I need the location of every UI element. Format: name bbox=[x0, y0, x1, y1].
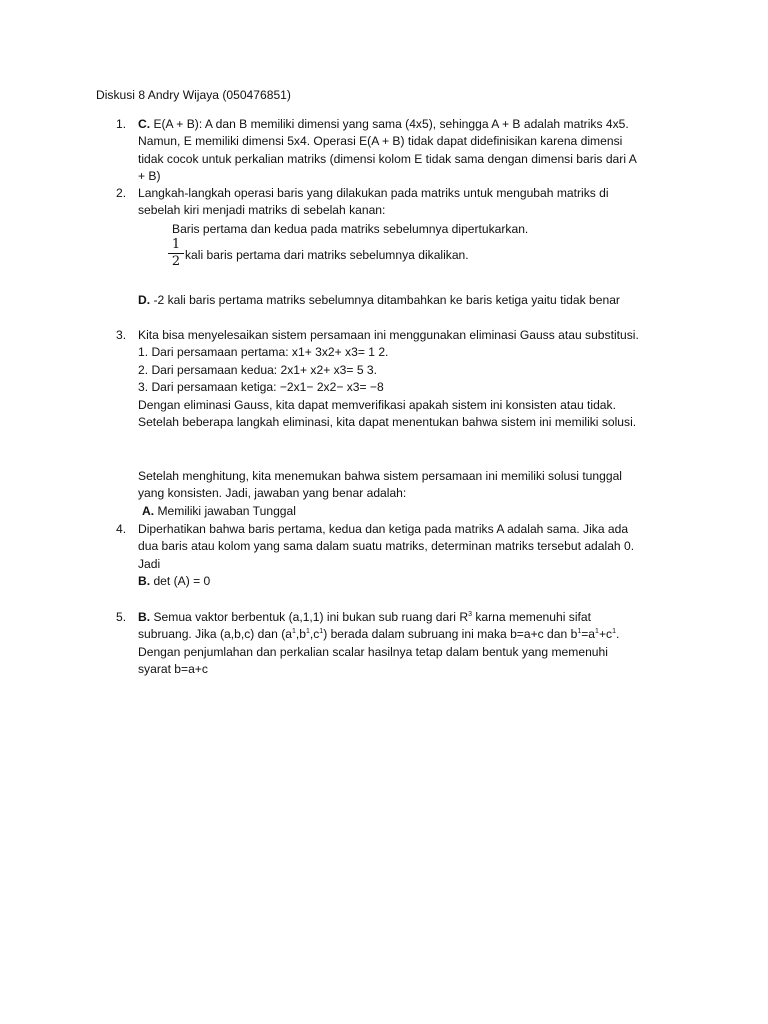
text-line: dua baris atau kolom yang sama dalam suatu matriks, determinan matriks tersebut adalah 0. bbox=[138, 539, 635, 554]
step-row-scale: kali baris pertama dari matriks sebelumnya dikalikan. bbox=[185, 248, 469, 262]
text-line: B. Semua vaktor berbentuk (a,1,1) ini bukan sub ruang dari $R^3$ karna memenuhi sifat bbox=[138, 610, 591, 624]
text-line: 1. Dari persamaan pertama: x1+ 3x2+ x3= 1 2. bbox=[138, 345, 389, 360]
text-line: syarat b=a+c bbox=[138, 662, 208, 677]
text-line: + B) bbox=[138, 169, 161, 184]
text-line: yang konsisten. Jadi, jawaban yang benar adalah: bbox=[138, 486, 407, 501]
answer-item-4 bbox=[138, 521, 680, 591]
item-number: 3. bbox=[116, 328, 127, 342]
step-row-swap: Baris pertama dan kedua pada matriks sebelumnya dipertukarkan. bbox=[172, 222, 529, 236]
answer-letter: B. bbox=[138, 610, 151, 624]
item-number: 4. bbox=[116, 522, 127, 536]
answer-letter: B. bbox=[138, 574, 151, 589]
answer-letter: D. bbox=[138, 293, 151, 307]
item-number: 2. bbox=[116, 186, 127, 200]
text-line: Setelah menghitung, kita menemukan bahwa sistem persamaan ini memiliki solusi tunggal bbox=[138, 469, 622, 483]
answer-item-2 bbox=[138, 185, 680, 220]
text-line: Setelah beberapa langkah eliminasi, kita dapat menentukan bahwa sistem ini memiliki solusi. bbox=[138, 415, 637, 430]
fraction-numerator: 1 bbox=[171, 237, 181, 252]
answer-letter: A. bbox=[142, 503, 155, 518]
item-2-conclusion bbox=[138, 292, 680, 309]
answer-item-1 bbox=[138, 116, 680, 186]
text-line: D. -2 kali baris pertama matriks sebelumnya ditambahkan ke baris ketiga yaitu tidak benar bbox=[138, 293, 620, 307]
text-line: Jadi bbox=[138, 556, 161, 571]
text-line: 3. Dari persamaan ketiga: −2x1− 2x2− x3= −8 bbox=[138, 380, 384, 395]
text-line: Diperhatikan bahwa baris pertama, kedua dan ketiga pada matriks A adalah sama. Jika ada bbox=[138, 522, 629, 536]
text-line: Namun, E memiliki dimensi 5x4. Operasi E(A + B) tidak dapat didefinisikan karena dimensi bbox=[138, 134, 623, 149]
item-number: 1. bbox=[116, 117, 127, 131]
document-heading: Diskusi 8 Andry Wijaya (050476851) bbox=[96, 88, 291, 102]
item-3-result bbox=[138, 468, 680, 520]
text-line: Dengan eliminasi Gauss, kita dapat memverifikasi apakah sistem ini konsisten atau tidak. bbox=[138, 397, 616, 412]
text-line: subruang. Jika (a,b,c) dan $(a^1,b^1,c^1)$ berada dalam subruang ini maka b=a+c dan $b^1=a^1+c^1$. bbox=[138, 627, 620, 642]
item-number: 5. bbox=[116, 610, 127, 624]
text-line: C. E(A + B): A dan B memiliki dimensi yang sama (4x5), sehingga A + B adalah matriks 4x5. bbox=[138, 117, 629, 131]
answer-item-3 bbox=[138, 327, 680, 431]
text-line: Langkah-langkah operasi baris yang dilakukan pada matriks untuk mengubah matriks di bbox=[138, 186, 609, 200]
text-line: Kita bisa menyelesaikan sistem persamaan ini menggunakan eliminasi Gauss atau substitusi. bbox=[138, 328, 639, 342]
fraction-denominator: 2 bbox=[171, 254, 181, 269]
answer-item-5 bbox=[138, 609, 680, 679]
text-line: 2. Dari persamaan kedua: 2x1+ x2+ x3= 5 3. bbox=[138, 362, 377, 377]
text-line: sebelah kiri menjadi matriks di sebelah kanan: bbox=[138, 203, 386, 218]
text-line: Dengan penjumlahan dan perkalian scalar hasilnya tetap dalam bentuk yang memenuhi bbox=[138, 644, 608, 659]
text-line: A. Memiliki jawaban Tunggal bbox=[142, 503, 296, 518]
fraction-one-half bbox=[168, 238, 184, 269]
text-line: B. det (A) = 0 bbox=[138, 574, 211, 589]
text-line: tidak cocok untuk perkalian matriks (dimensi kolom E tidak sama dengan dimensi baris dari A bbox=[138, 151, 637, 166]
answer-letter: C. bbox=[138, 117, 151, 131]
